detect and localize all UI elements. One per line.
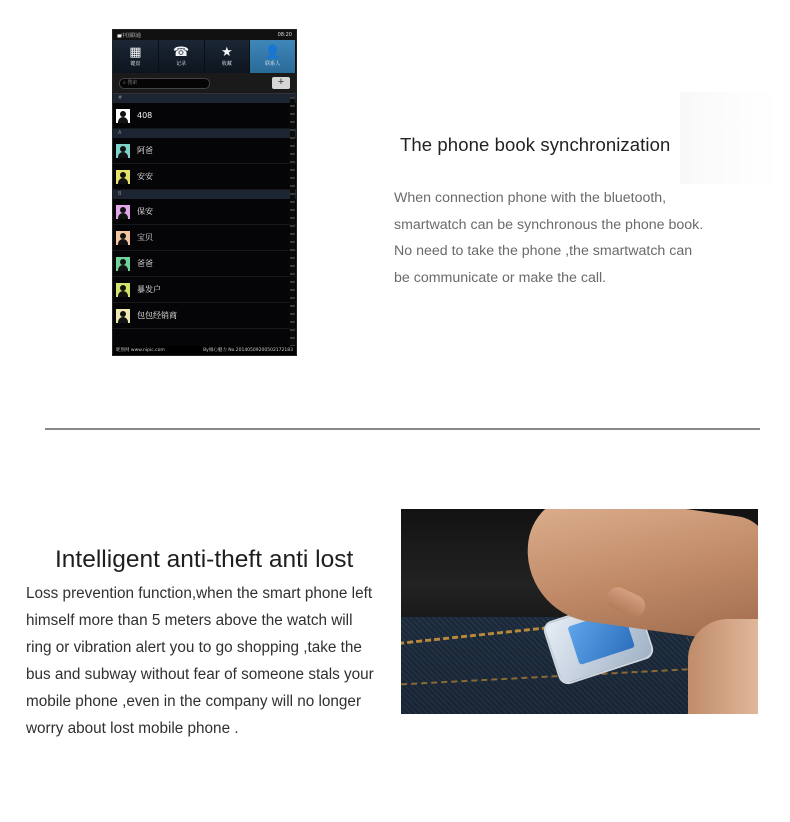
contact-name: 爸爸 [137,259,153,268]
contact-row [113,277,296,303]
paragraph-line: When connection phone with the bluetooth, [394,190,667,206]
contact-avatar-icon [116,283,130,297]
paragraph-line: be communicate or make the call. [394,269,607,286]
call-log-icon: ☎ [173,45,190,60]
phone-tab-bar [113,40,296,73]
contact-row [113,303,296,329]
contact-avatar-icon [116,231,130,245]
paragraph-line: bus and subway without fear of someone stals your [26,666,374,683]
phone-tab-label: 记录 [176,61,187,67]
contacts-icon: 👤 [264,45,281,60]
contact-name: 安安 [137,172,153,181]
contact-name: 保安 [137,207,153,216]
contact-row [113,138,296,164]
phone-tab-label: 收藏 [221,61,232,67]
contact-avatar-icon [116,257,130,271]
contacts-search-input: ⌕ 搜索 [119,78,210,89]
keypad-icon: ▦ [129,45,142,60]
contact-avatar-icon [116,205,130,219]
contacts-list [113,94,296,329]
contacts-search-bar [113,73,296,94]
contact-name: 宝贝 [137,233,153,242]
contact-name: 暴发户 [137,285,161,294]
contact-name: 包包经销商 [137,311,177,320]
phone-tab-1 [159,40,205,73]
paragraph-line: No need to take the phone ,the smartwatch can [394,243,693,259]
contact-row [113,164,296,190]
carrier-label: ▮▮▮ 中国联通 [117,32,141,39]
contact-row [113,225,296,251]
status-bar [113,30,296,40]
contact-avatar-icon [116,309,130,323]
contact-section-header: # [113,94,296,103]
contact-avatar-icon [116,109,130,123]
contact-avatar-icon [116,144,130,158]
add-contact-button: + [272,77,290,89]
paragraph-line: himself more than 5 meters above the watch will [26,612,353,629]
image-watermark: 昵图网 www.nipic.com By倾心魅力 No.20140509200502172183 [113,346,296,355]
search-icon: ⌕ [123,79,128,86]
phone-tab-label: 联系人 [265,61,281,67]
paragraph-line: Loss prevention function,when the smart phone left [26,585,373,602]
phonebook-sync-title: The phone book synchronization [400,134,671,155]
contact-row [113,199,296,225]
contact-avatar-icon [116,170,130,184]
phonebook-sync-description [394,185,734,291]
anti-theft-description [26,580,396,742]
clock-label: 08:20 [277,32,292,38]
paragraph-line: ring or vibration alert you to go shopping ,take the [26,639,362,656]
contact-section-header: B [113,190,296,199]
phone-in-pocket-photo [401,509,758,714]
contact-section-header: A [113,129,296,138]
phone-tab-2 [205,40,251,73]
contact-name: 阿爸 [137,146,153,155]
contact-name: 408 [137,111,153,120]
section-divider [45,428,760,430]
alphabet-index-bar [290,97,295,347]
paragraph-line: smartwatch can be synchronous the phone book. [394,216,704,233]
contact-row [113,103,296,129]
anti-theft-title: Intelligent anti-theft anti lost [55,546,354,573]
decorative-highlight [680,92,778,184]
contact-row [113,251,296,277]
paragraph-line: worry about lost mobile phone . [26,720,239,737]
phone-tab-0 [113,40,159,73]
phone-tab-label: 键盘 [130,61,141,67]
phone-contacts-screenshot [113,30,296,355]
phone-tab-3 [250,40,296,73]
star-icon: ★ [221,45,233,60]
paragraph-line: mobile phone ,even in the company will no longer [26,693,362,710]
